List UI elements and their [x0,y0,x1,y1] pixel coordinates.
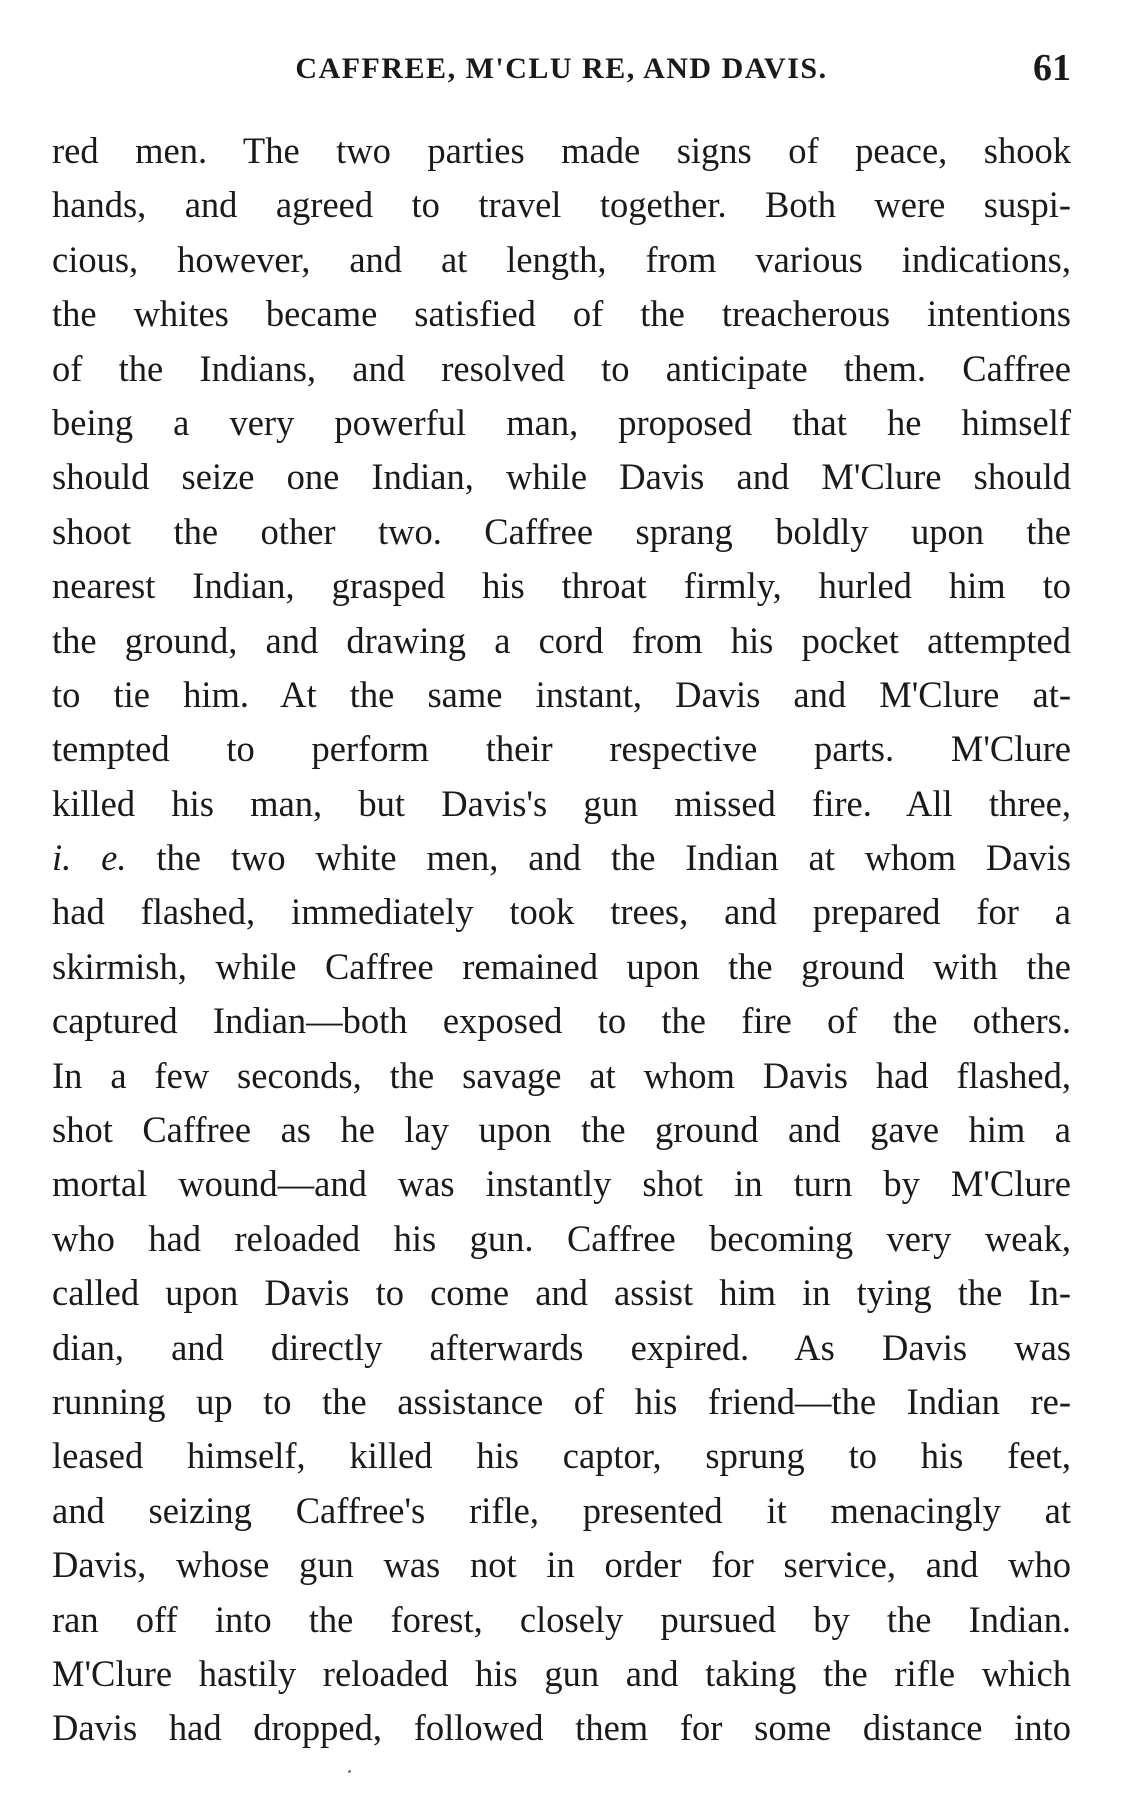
text-line: red men. The two parties made signs of peace, shook [52,130,1071,171]
text-line: dian, and directly afterwards expired. As Davis was [52,1326,1071,1368]
text-line: killed his man, but Davis's gun missed fire. All three, [52,782,1071,824]
text-line: tempted to perform their respective parts. M'Clure [52,728,1071,770]
text-line: M'Clure hastily reloaded his gun and taking the rifle which [52,1652,1071,1694]
text-line: should seize one Indian, while Davis and M'Clure should [52,456,1071,498]
text-line: Davis, whose gun was not in order for service, and who [52,1544,1071,1586]
text-line: skirmish, while Caffree remained upon the ground with the [52,945,1071,987]
text-line [52,831,1071,885]
text-line: In a few seconds, the savage at whom Davis had flashed, [52,1054,1071,1096]
ink-speck [348,1770,351,1773]
page-number: 61 [1033,47,1071,89]
text-line: cious, however, and at length, from various indications, [52,238,1071,280]
text-line: called upon Davis to come and assist him in tying the In- [52,1272,1071,1314]
text-line: shot Caffree as he lay upon the ground and gave him a [52,1109,1071,1151]
text-line: mortal wound—and was instantly shot in turn by M'Clure [52,1163,1071,1205]
text-line: to tie him. At the same instant, Davis and M'Clure at- [52,673,1071,715]
italic-abbreviation: i. e. [52,837,127,879]
text-line: nearest Indian, grasped his throat firmly, hurled him to [52,565,1071,607]
text-line: had flashed, immediately took trees, and prepared for a [52,891,1071,933]
page-header [52,38,1071,98]
text-line: being a very powerful man, proposed that he himself [52,401,1071,443]
text-line: who had reloaded his gun. Caffree becoming very weak, [52,1217,1071,1259]
text-line: Davis had dropped, followed them for some distance into [52,1707,1071,1749]
text-line: and seizing Caffree's rifle, presented it menacingly at [52,1489,1071,1531]
text-line: of the Indians, and resolved to anticipate them. Caffree [52,347,1071,389]
text-line: the whites became satisfied of the treacherous intentions [52,293,1071,335]
text-line: running up to the assistance of his friend—the Indian re- [52,1380,1071,1422]
running-head: CAFFREE, M'CLU RE, AND DAVIS. [295,52,828,85]
text-line: shoot the other two. Caffree sprang boldly upon the [52,510,1071,552]
text-line: the ground, and drawing a cord from his pocket attempted [52,619,1071,661]
text-line-rest: the two white men, and the Indian at whom Davis [126,837,1071,879]
text-line: ran off into the forest, closely pursued by the Indian. [52,1598,1071,1640]
text-line: captured Indian—both exposed to the fire of the others. [52,1000,1071,1042]
text-line: leased himself, killed his captor, sprung to his feet, [52,1435,1071,1477]
text-line: hands, and agreed to travel together. Both were suspi- [52,184,1071,226]
body-text [52,124,1071,1756]
